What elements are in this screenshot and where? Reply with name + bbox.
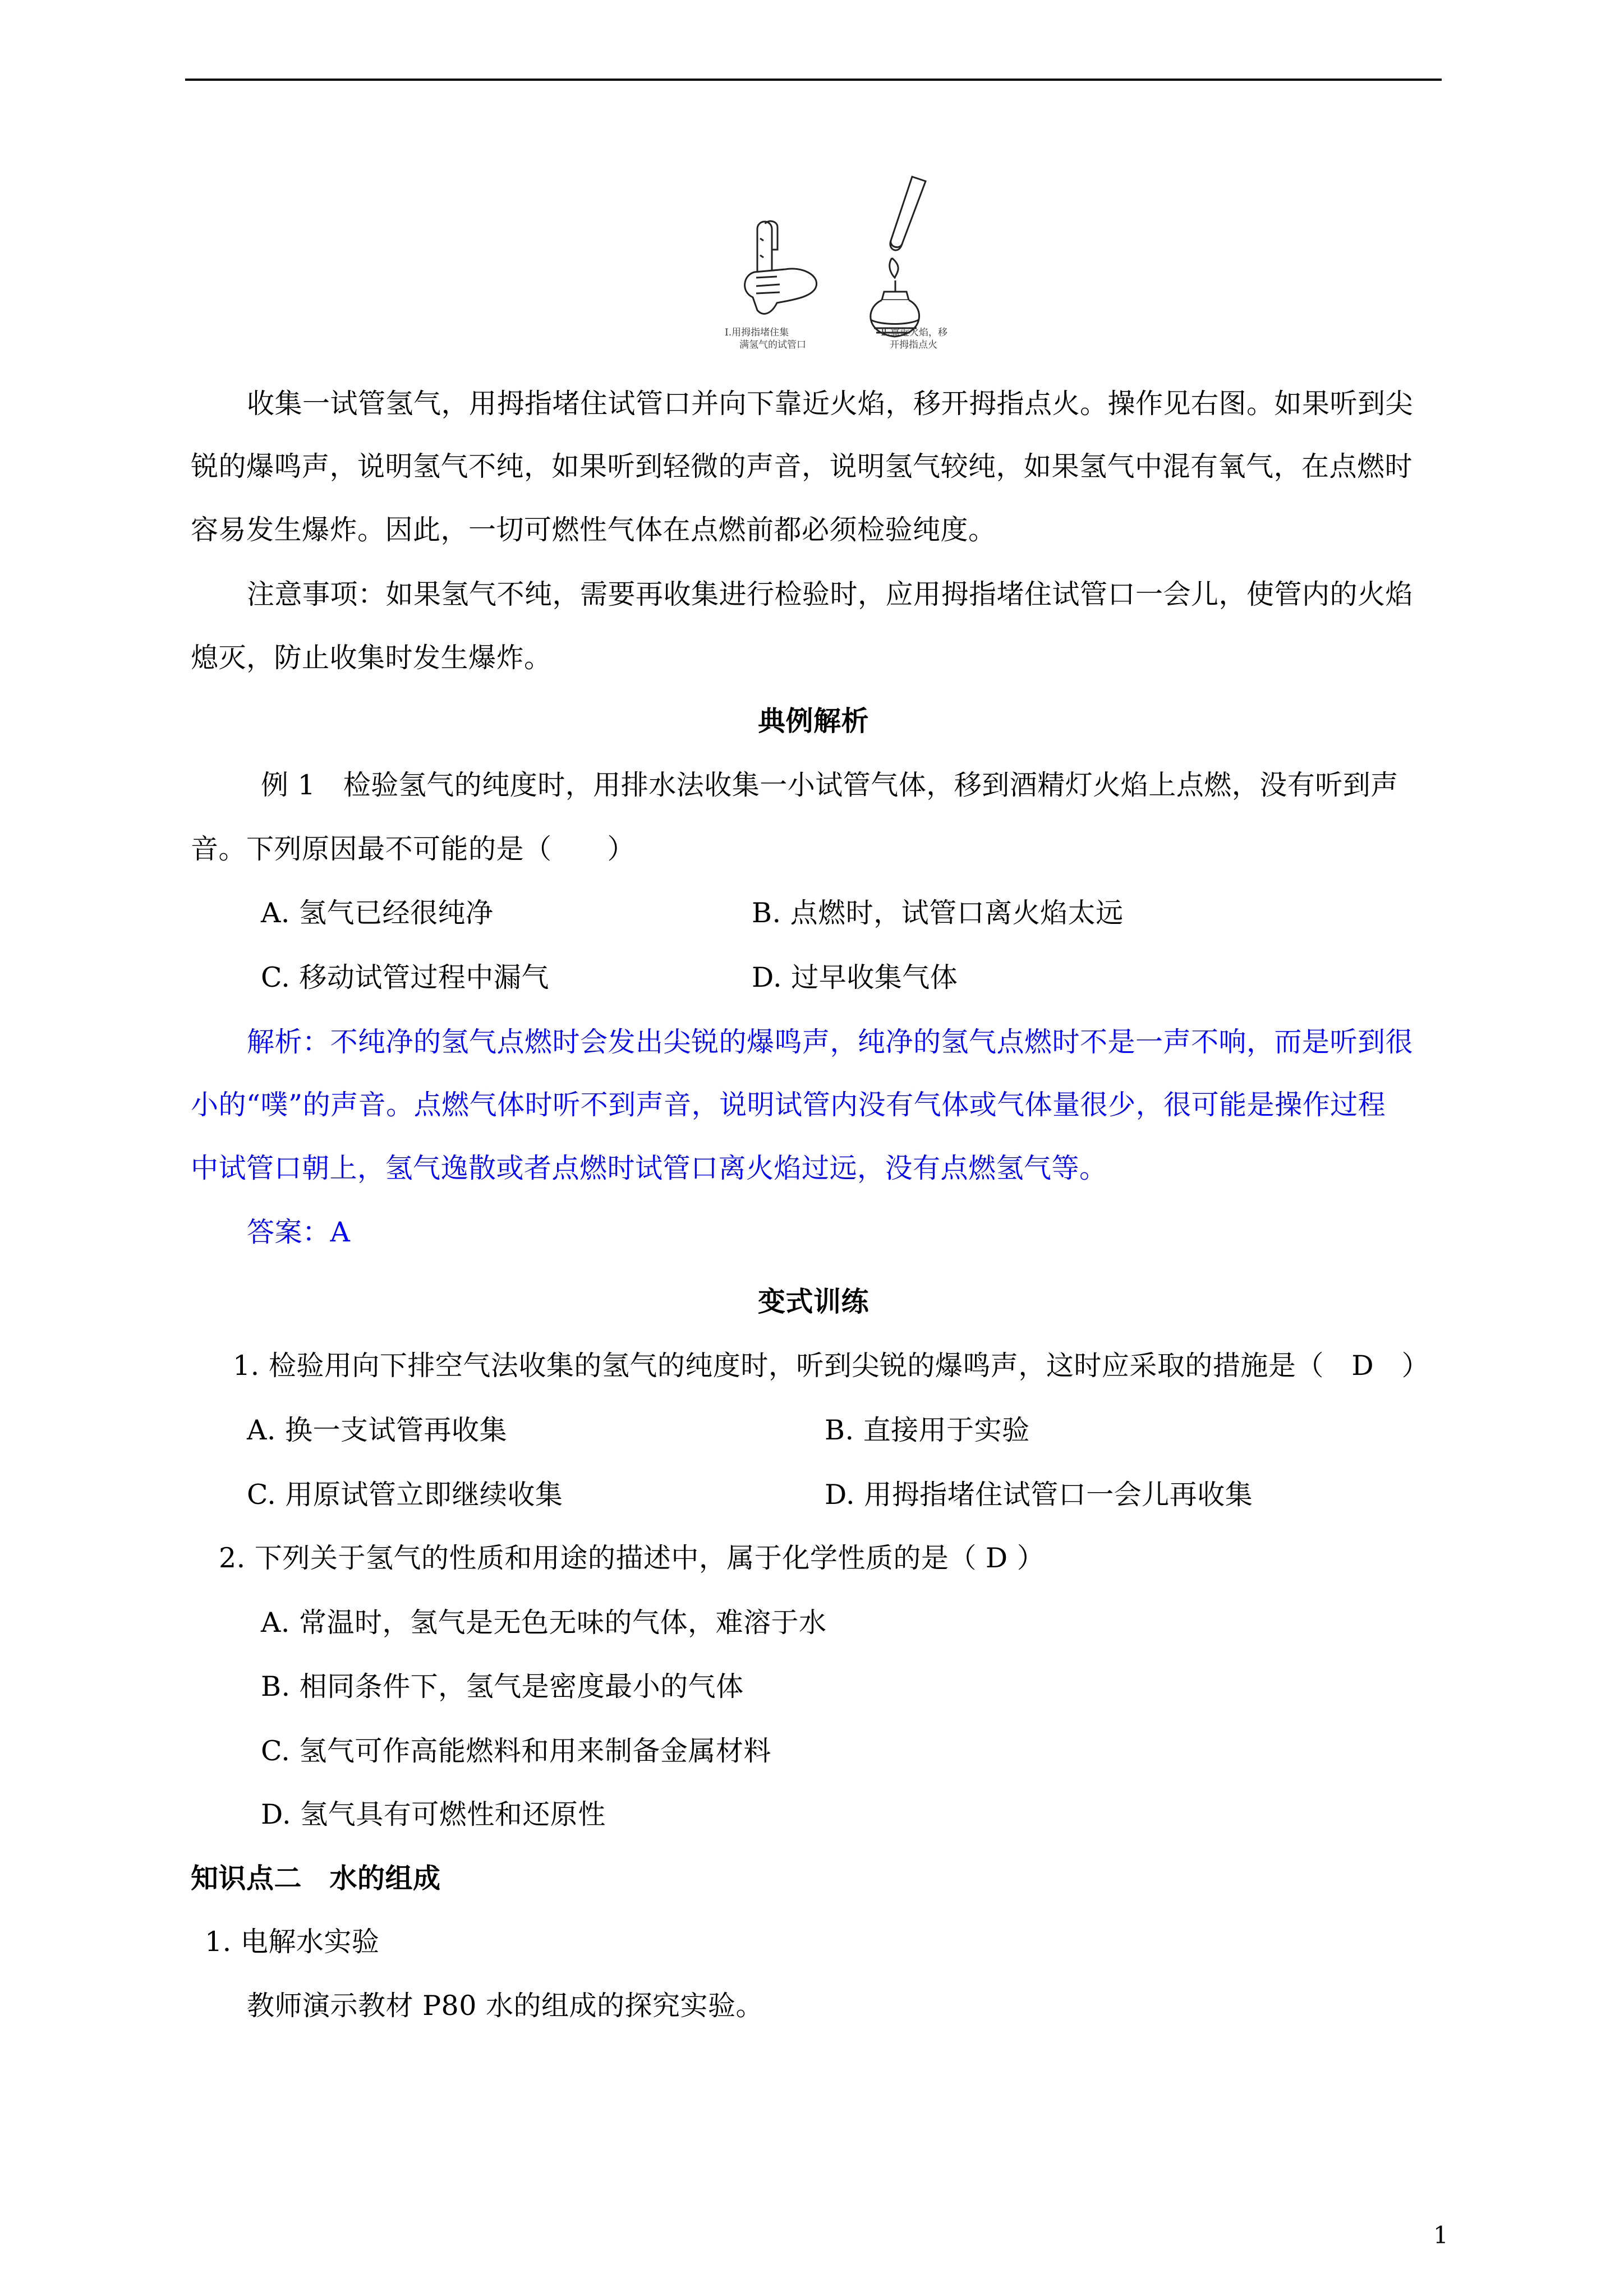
knowledge-point-2-title: 知识点二 水的组成	[191, 1862, 441, 1894]
q1-option-b: B. 直接用于实验	[825, 1414, 1030, 1446]
intro-line-1: 收集一试管氢气，用拇指堵住试管口并向下靠近火焰，移开拇指点火。操作见右图。如果听到尖	[247, 388, 1414, 420]
header-rule	[185, 79, 1442, 81]
knowledge-point-2-item: 1. 电解水实验	[205, 1926, 380, 1958]
example-option-c: C. 移动试管过程中漏气	[261, 961, 549, 993]
intro-line-2: 锐的爆鸣声，说明氢气不纯，如果听到轻微的声音，说明氢气较纯，如果氢气中混有氧气，在点燃时	[191, 450, 1413, 482]
figure-caption-right-2: 开拇指点火	[890, 339, 937, 351]
example-option-b: B. 点燃时，试管口离火焰太远	[752, 897, 1124, 929]
figure-caption-right-1: Ⅱ.靠近火焰，移	[881, 327, 947, 338]
q2-stem: 2. 下列关于氢气的性质和用途的描述中，属于化学性质的是（ D ）	[219, 1542, 1045, 1574]
hydrogen-test-figure	[724, 165, 965, 362]
example-line-2: 音。下列原因最不可能的是（ ）	[191, 833, 636, 865]
note-line-1: 注意事项：如果氢气不纯，需要再收集进行检验时，应用拇指堵住试管口一会儿，使管内的火焰	[247, 578, 1414, 610]
page-number: 1	[1433, 2221, 1449, 2249]
analysis-answer: 答案：A	[247, 1216, 351, 1248]
example-option-d: D. 过早收集气体	[752, 961, 958, 993]
example-option-a: A. 氢气已经很纯净	[261, 897, 494, 929]
note-line-2: 熄灭，防止收集时发生爆炸。	[191, 642, 552, 674]
q1-option-c: C. 用原试管立即继续收集	[247, 1479, 563, 1511]
example-line-1: 例 1 检验氢气的纯度时，用排水法收集一小试管气体，移到酒精灯火焰上点燃，没有听到声	[261, 769, 1398, 801]
knowledge-point-2-text: 教师演示教材 P80 水的组成的探究实验。	[247, 1990, 763, 2022]
analysis-line-1: 解析：不纯净的氢气点燃时会发出尖锐的爆鸣声，纯净的氢气点燃时不是一声不响，而是听到很	[247, 1026, 1414, 1058]
figure-caption-left-2: 满氢气的试管口	[739, 339, 806, 351]
q1-stem: 1. 检验用向下排空气法收集的氢气的纯度时，听到尖锐的爆鸣声，这时应采取的措施是（ D ）	[233, 1350, 1430, 1382]
section-title-examples: 典例解析	[757, 705, 869, 737]
analysis-line-3: 中试管口朝上，氢气逸散或者点燃时试管口离火焰过远，没有点燃氢气等。	[191, 1152, 1107, 1184]
q2-option-c: C. 氢气可作高能燃料和用来制备金属材料	[261, 1735, 771, 1767]
figure-caption-left-1: Ⅰ.用拇指堵住集	[725, 327, 789, 338]
section-title-practice: 变式训练	[757, 1285, 869, 1318]
q1-option-a: A. 换一支试管再收集	[247, 1414, 508, 1446]
q2-option-b: B. 相同条件下，氢气是密度最小的气体	[261, 1671, 744, 1703]
q2-option-a: A. 常温时，氢气是无色无味的气体，难溶于水	[261, 1607, 827, 1639]
analysis-line-2: 小的“噗”的声音。点燃气体时听不到声音，说明试管内没有气体或气体量很少，很可能是操作过程	[191, 1089, 1386, 1121]
q2-option-d: D. 氢气具有可燃性和还原性	[261, 1798, 606, 1830]
q1-option-d: D. 用拇指堵住试管口一会儿再收集	[825, 1479, 1253, 1511]
intro-line-3: 容易发生爆炸。因此，一切可燃性气体在点燃前都必须检验纯度。	[191, 514, 996, 546]
